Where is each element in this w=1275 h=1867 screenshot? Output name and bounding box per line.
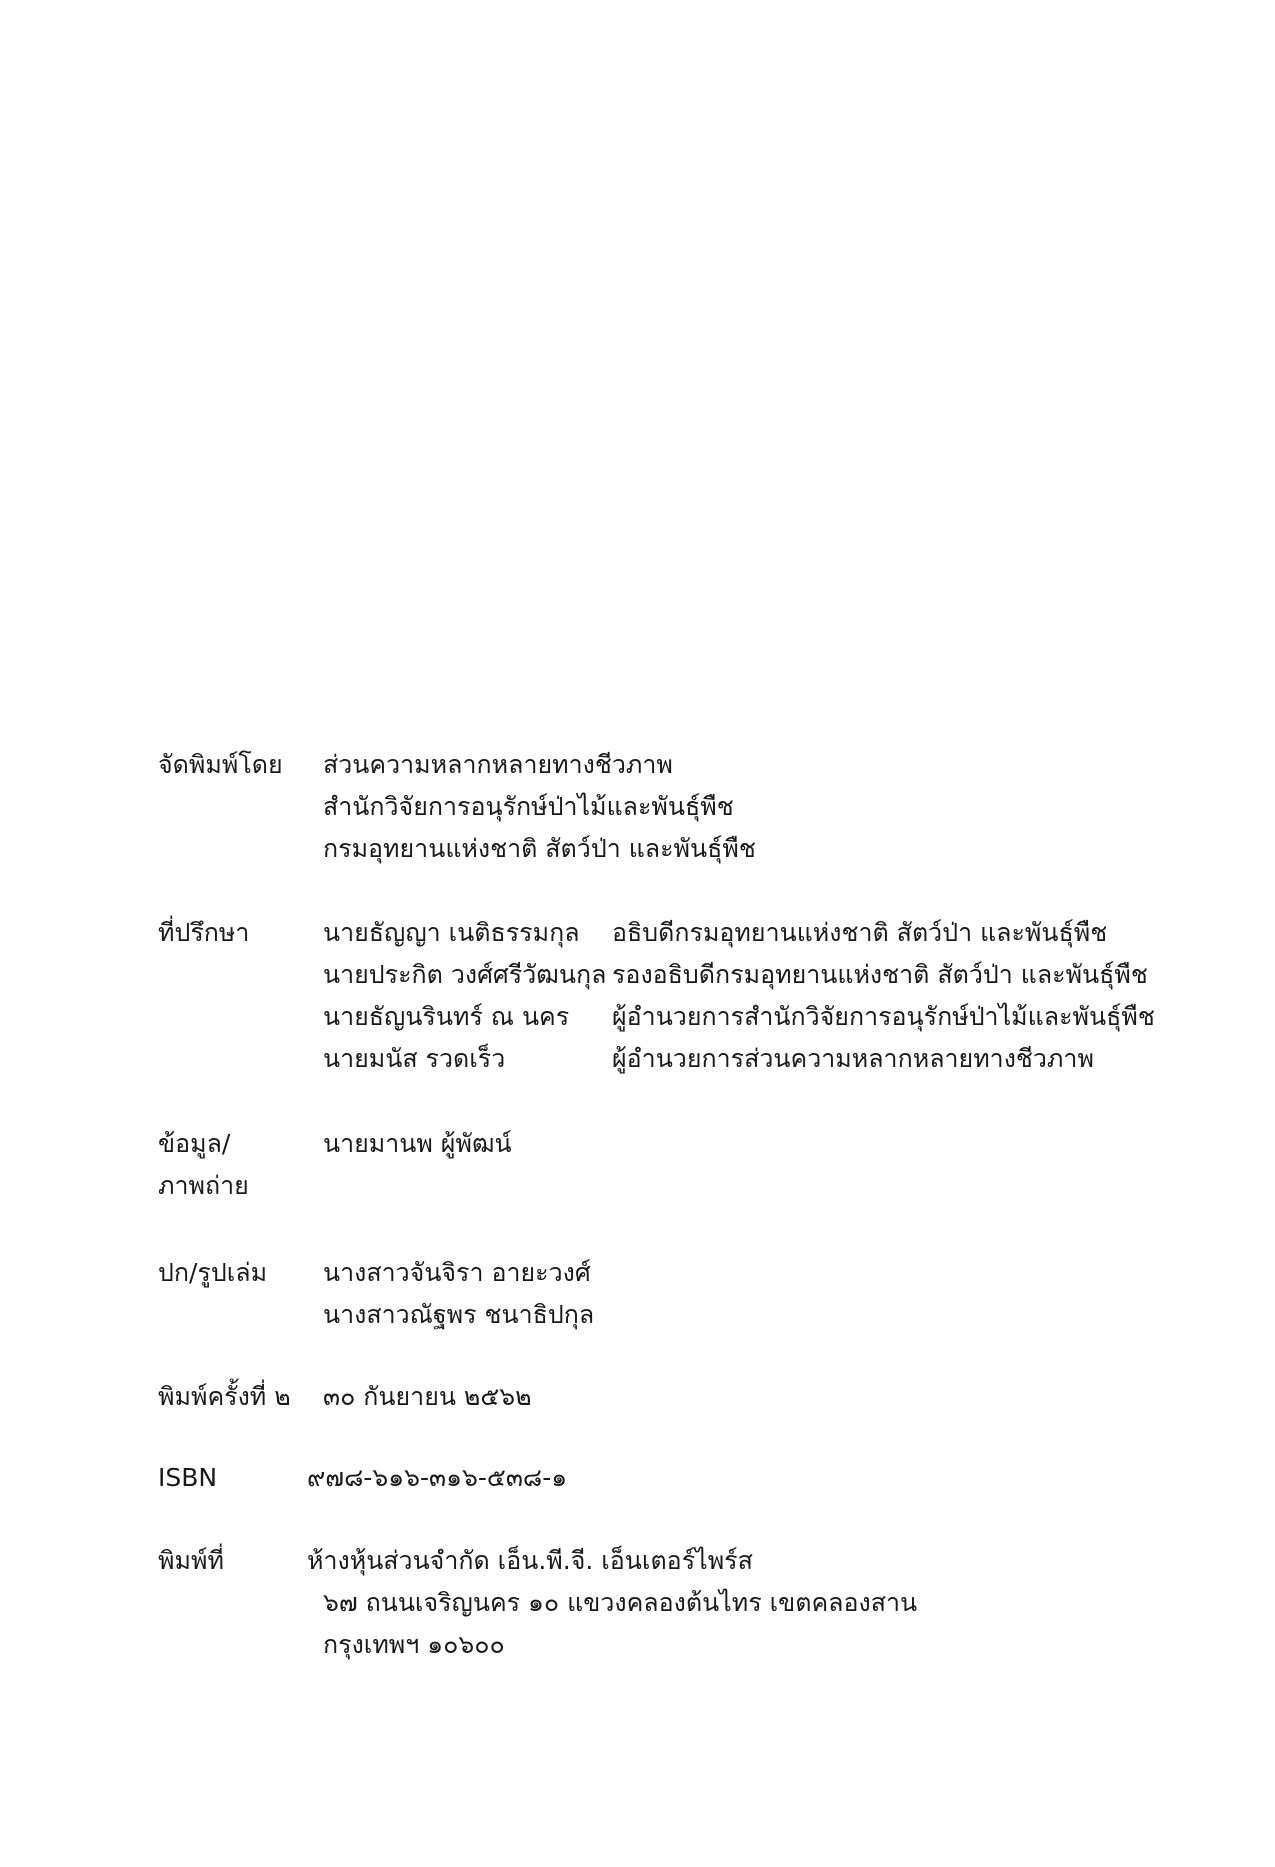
edition-date: ๓๐ กันยายน ๒๕๖๒: [323, 1382, 532, 1411]
printer-line: กรุงเทพฯ ๑๐๖๐๐: [323, 1630, 505, 1659]
publisher-line: กรมอุทยานแห่งชาติ สัตว์ป่า และพันธุ์พืช: [323, 834, 756, 863]
printer-line: ๖๗ ถนนเจริญนคร ๑๐ แขวงคลองต้นไทร เขตคลองสาน: [323, 1588, 918, 1617]
cover-layout-name: นางสาวจันจิรา อายะวงศ์: [323, 1258, 591, 1287]
publisher-line: สำนักวิจัยการอนุรักษ์ป่าไม้และพันธุ์พืช: [323, 792, 734, 821]
data-photo-label: ภาพถ่าย: [158, 1171, 249, 1200]
printer-label: พิมพ์ที่: [158, 1546, 224, 1575]
advisors-label: ที่ปรึกษา: [158, 918, 250, 947]
advisor-name: นายธัญญา เนติธรรมกุล: [323, 918, 580, 947]
printer-line: ห้างหุ้นส่วนจำกัด เอ็น.พี.จี. เอ็นเตอร์ไพร์ส: [307, 1546, 753, 1575]
advisor-name: นายมนัส รวดเร็ว: [323, 1044, 506, 1073]
isbn-value: ๙๗๘-๖๑๖-๓๑๖-๕๓๘-๑: [307, 1463, 568, 1492]
isbn-label: ISBN: [158, 1463, 218, 1492]
cover-layout-name: นางสาวณัฐพร ชนาธิปกุล: [323, 1300, 595, 1329]
advisor-name: นายธัญนรินทร์ ณ นคร: [323, 1002, 570, 1031]
data-photo-label: ข้อมูล/: [158, 1129, 231, 1158]
publisher-line: ส่วนความหลากหลายทางชีวภาพ: [323, 750, 673, 779]
advisor-position: ผู้อำนวยการส่วนความหลากหลายทางชีวภาพ: [612, 1044, 1094, 1073]
cover-layout-label: ปก/รูปเล่ม: [158, 1258, 268, 1287]
publisher-label: จัดพิมพ์โดย: [158, 750, 283, 779]
advisor-position: รองอธิบดีกรมอุทยานแห่งชาติ สัตว์ป่า และพันธุ์พืช: [612, 960, 1148, 989]
edition-label: พิมพ์ครั้งที่ ๒: [158, 1382, 291, 1411]
advisor-position: ผู้อำนวยการสำนักวิจัยการอนุรักษ์ป่าไม้และพันธุ์พืช: [612, 1002, 1155, 1031]
advisor-name: นายประกิต วงศ์ศรีวัฒนกุล: [323, 960, 607, 989]
data-photo-name: นายมานพ ผู้พัฒน์: [323, 1129, 512, 1158]
advisor-position: อธิบดีกรมอุทยานแห่งชาติ สัตว์ป่า และพันธุ์พืช: [612, 918, 1108, 947]
